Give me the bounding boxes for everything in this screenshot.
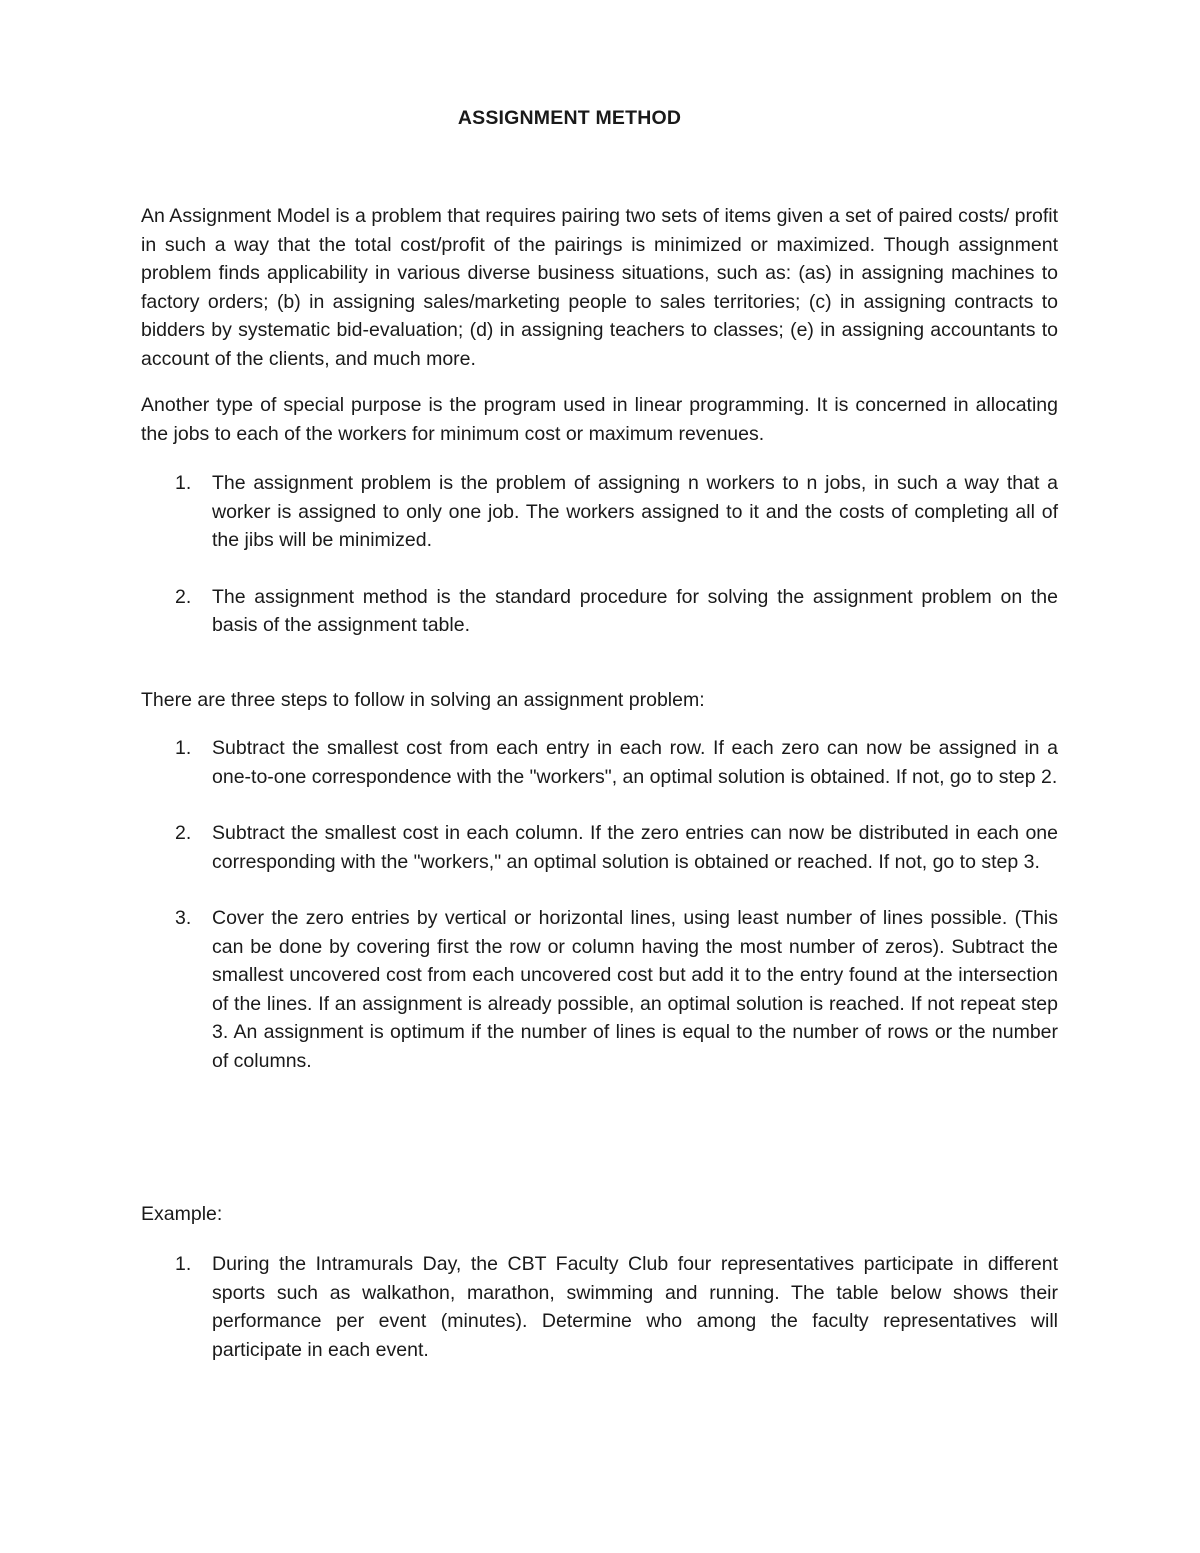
list-item-text: The assignment problem is the problem of assigning n workers to n jobs, in such a way that a worker is assigned to only one job. The workers assigned to it and the costs of completing all of the jibs will be minimized. [212,472,1058,551]
document-title: ASSIGNMENT METHOD [457,107,682,129]
list-number: 1. [175,737,192,759]
list-item-text: During the Intramurals Day, the CBT Faculty Club four representatives participate in different sports such as walkathon, marathon, swimming and running. The table below shows their performance per event (minutes). Determine who among the faculty representatives will participate in each event. [212,1253,1058,1361]
list-number: 3. [175,907,192,929]
list-item [141,904,1058,1075]
steps-list [141,734,1058,1075]
list-number: 1. [175,1253,192,1275]
definitions-list [141,469,1058,640]
examples-list [141,1250,1058,1364]
list-item [141,469,1058,555]
list-item-text: Cover the zero entries by vertical or horizontal lines, using least number of lines possible. (This can be done by covering first the row or column having the most number of zeros). Subtract the smallest uncovered cost from each uncovered cost but add it to the entry found at the intersection of the lines. If an assignment is already possible, an optimal solution is reached. If not repeat step 3. An assignment is optimum if the number of lines is equal to the number of rows or the number of columns. [212,907,1058,1072]
list-number: 1. [175,472,192,494]
linear-programming-paragraph: Another type of special purpose is the program used in linear programming. It is concerned in allocating the jobs to each of the workers for minimum cost or maximum revenues. [141,394,1058,445]
list-item-text: Subtract the smallest cost from each entry in each row. If each zero can now be assigned in a one-to-one correspondence with the "workers", an optimal solution is obtained. If not, go to step 2. [212,737,1058,788]
list-item-text: Subtract the smallest cost in each column. If the zero entries can now be distributed in each one corresponding with the "workers," an optimal solution is obtained or reached. If not, go to step 3. [212,822,1058,873]
steps-intro: There are three steps to follow in solving an assignment problem: [141,689,705,711]
list-item-text: The assignment method is the standard procedure for solving the assignment problem on the basis of the assignment table. [212,585,1058,636]
list-number: 2. [175,822,192,844]
list-item [141,734,1058,791]
list-item [141,583,1058,640]
list-item [141,1250,1058,1364]
list-number: 2. [175,585,192,608]
example-label: Example: [141,1203,223,1225]
list-item [141,819,1058,876]
intro-paragraph: An Assignment Model is a problem that requires pairing two sets of items given a set of paired costs/ profit in such a way that the total cost/profit of the pairings is minimized or maximized. Though assignment problem finds applicability in various diverse business situations, such as: (as) in assigning machines to factory orders; (b) in assigning sales/marketing people to sales territories; (c) in assigning contracts to bidders by systematic bid-evaluation; (d) in assigning teachers to classes; (e) in assigning accountants to account of the clients, and much more. [141,205,1058,370]
